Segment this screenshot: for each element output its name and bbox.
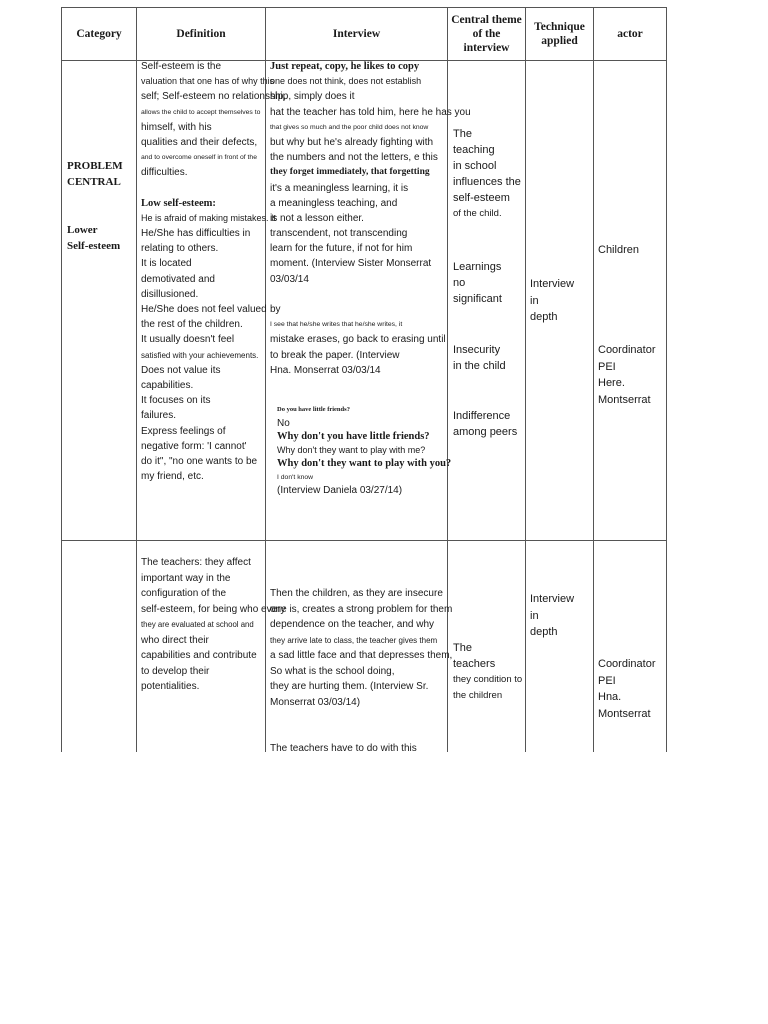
text-line: Does not value its [141, 364, 221, 376]
text-line: one does not think, does not establish [270, 76, 422, 87]
text-line: Self-esteem is the [141, 61, 222, 72]
row1-theme-learnings: Learnings no significant [453, 261, 502, 305]
text-line: himself, with his [141, 121, 212, 133]
text-line: Why don't they want to play with you? [277, 458, 452, 469]
text-line: Express feelings of [141, 425, 226, 437]
text-line: Why don't they want to play with me? [277, 444, 426, 455]
text-line: they arrive late to class, the teacher gives them [270, 635, 438, 645]
text-line: learn for the future, if not for him [270, 243, 413, 255]
text-line: valuation that one has of why this [141, 76, 275, 87]
header-interview: Interview [332, 28, 381, 40]
text-line: mistake erases, go back to erasing until [270, 334, 446, 346]
row1-actor-coordinator: Coordinator PEI Here. Montserrat [598, 344, 656, 406]
text-line: He/She has difficulties in [141, 228, 251, 240]
text-line: transcendent, not transcending [270, 228, 408, 240]
text-line: So what is the school doing, [270, 665, 395, 677]
text-line: dependence on the teacher, and why [270, 619, 435, 630]
text-line: capabilities. [141, 379, 194, 391]
text-line: to break the paper. (Interview [270, 349, 400, 361]
text-line: and to overcome oneself in front of the [141, 154, 257, 162]
text-line: it's a meaningless learning, it is [270, 182, 409, 194]
col-divider-1 [136, 7, 137, 752]
text-line [270, 726, 452, 742]
col-divider-4 [525, 7, 526, 752]
text-line: hat the teacher has told him, here he has you [270, 106, 471, 118]
header-central-theme: Central theme of the interview [451, 14, 522, 54]
text-line: difficulties. [141, 167, 188, 179]
row1-definition [141, 59, 286, 484]
text-line: self; Self-esteem no relationship, [141, 91, 287, 103]
text-line: demotivated and [141, 273, 215, 285]
header-actor: actor [617, 28, 643, 40]
table-right-border [666, 7, 667, 752]
text-line: by [270, 304, 281, 315]
row1-theme-insecurity: Insecurity in the child [453, 344, 506, 372]
row2-interview [270, 586, 452, 757]
row1-category: PROBLEM CENTRAL Lower Self-esteem [67, 160, 123, 252]
text-line: relating to others. [141, 243, 219, 255]
text-line: I see that he/she writes that he/she writes, it [270, 321, 403, 329]
text-line: satisfied with your achievements. [141, 350, 259, 360]
text-line: It usually doesn't feel [141, 334, 235, 346]
text-line: the numbers and not the letters, e this [270, 152, 438, 164]
text-line: Why don't you have little friends? [277, 431, 430, 442]
text-line: failures. [141, 410, 177, 422]
text-line [270, 710, 452, 726]
row1-interview [270, 59, 471, 378]
text-line: negative form: 'I cannot' [141, 440, 247, 452]
header-technique: Technique applied [534, 21, 585, 47]
text-line: He is afraid of making mistakes. It [141, 212, 277, 223]
text-line: moment. (Interview Sister Monserrat [270, 258, 432, 270]
col-divider-5 [593, 7, 594, 752]
text-line: but why but he's already fighting with [270, 136, 434, 148]
text-line: Monserrat 03/03/14) [270, 696, 361, 708]
text-line: It focuses on its [141, 395, 211, 407]
text-line: It is located [141, 258, 192, 270]
text-line [141, 181, 286, 196]
text-line: I don't know [277, 473, 314, 481]
text-line: qualities and their defects, [141, 136, 258, 148]
text-line: my friend, etc. [141, 471, 204, 483]
text-line: they forget immediately, that forgetting [270, 167, 430, 178]
text-line [270, 287, 471, 302]
table-left-border [61, 7, 62, 752]
text-line: do it", "no one wants to be [141, 455, 258, 467]
text-line: a meaningless teaching, and [270, 197, 398, 209]
row1-interview-dialog [277, 403, 451, 498]
row2-actor-coordinator: Coordinator PEI Hna. Montserrat [598, 658, 656, 720]
header-category: Category [76, 28, 122, 40]
row1-bottom-border [61, 540, 667, 541]
text-line: Just repeat, copy, he likes to copy [270, 61, 420, 72]
text-line: allows the child to accept themselves to [141, 108, 261, 116]
row2-technique: Interview in depth [530, 593, 575, 638]
text-line: disillusioned. [141, 288, 199, 300]
text-line: is not a lesson either. [270, 212, 364, 224]
text-line: they are hurting them. (Interview Sr. [270, 681, 429, 692]
text-line: 03/03/14 [270, 273, 309, 285]
text-line: Hna. Monserrat 03/03/14 [270, 364, 381, 376]
text-line: No [277, 417, 290, 429]
row1-actor-children: Children [598, 244, 639, 256]
text-line: The teachers have to do with this [270, 743, 417, 754]
text-line: one is, creates a strong problem for them [270, 603, 453, 615]
text-line: ship, simply does it [270, 91, 355, 103]
text-line: He/She does not feel valued [141, 304, 267, 315]
row1-theme-indifference: Indifference among peers [453, 410, 518, 438]
text-line: the rest of the children. [141, 319, 243, 331]
text-line: that gives so much and the poor child does not know [270, 123, 429, 131]
header-definition: Definition [176, 28, 226, 40]
text-line: Then the children, as they are insecure [270, 588, 443, 599]
text-line: (Interview Daniela 03/27/14) [277, 485, 403, 496]
text-line: Do you have little friends? [277, 406, 350, 413]
text-line: Low self-esteem: [141, 197, 216, 209]
row2-theme-teachers: The teachers they condition to the children [453, 642, 523, 701]
row2-definition: The teachers: they affect important way in the configuration of the self-esteem, for being who every they are evaluated at school and who direct their capabilities and contribute to develop their potentialities. [141, 557, 286, 692]
text-line: a sad little face and that depresses them, [270, 650, 453, 661]
row1-theme-teaching: The teaching in school influences the self-esteem of the child. [453, 128, 521, 219]
row1-technique: Interview in depth [530, 278, 575, 323]
